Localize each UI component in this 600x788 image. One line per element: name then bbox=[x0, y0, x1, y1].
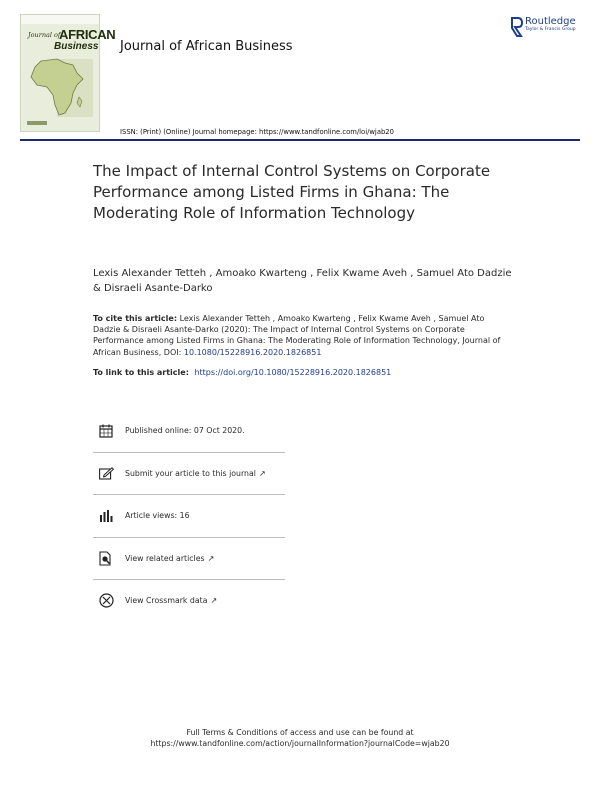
calendar-icon bbox=[93, 424, 121, 438]
crossmark-row[interactable] bbox=[93, 580, 285, 622]
article-info-list bbox=[93, 410, 285, 622]
cover-publisher-mark bbox=[27, 121, 47, 125]
publisher-logo[interactable] bbox=[509, 16, 576, 38]
article-authors: Lexis Alexander Tetteh , Amoako Kwarteng , Felix Kwame Aveh , Samuel Ato Dadzie & Disraeli Asante-Darko bbox=[93, 268, 512, 294]
issn-label: ISSN: (Print) (Online) Journal homepage: bbox=[120, 128, 257, 136]
bar-chart-icon bbox=[93, 510, 121, 522]
routledge-logo-icon bbox=[509, 16, 523, 38]
cite-label: To cite this article: bbox=[93, 314, 178, 323]
related-articles-row[interactable] bbox=[93, 538, 285, 581]
citation-block bbox=[93, 313, 513, 358]
publisher-name: Routledge bbox=[525, 16, 576, 27]
article-title: The Impact of Internal Control Systems on Corporate Performance among Listed Firms in Ghana: The Moderating Role of Information Technology bbox=[93, 162, 491, 222]
cover-band bbox=[21, 15, 99, 24]
edit-pencil-icon bbox=[93, 467, 121, 480]
article-views-row bbox=[93, 495, 285, 538]
document-search-icon bbox=[93, 551, 121, 566]
crossmark-link[interactable]: View Crossmark data bbox=[125, 596, 208, 606]
journal-homepage-link[interactable]: https://www.tandfonline.com/loi/wjab20 bbox=[259, 128, 394, 136]
link-label: To link to this article: bbox=[93, 368, 189, 377]
footer-terms-text: Full Terms & Conditions of access and use can be found at bbox=[186, 728, 414, 737]
cover-title-line1: Journal of bbox=[28, 31, 61, 39]
cite-text: Lexis Alexander Tetteh , Amoako Kwarteng , Felix Kwame Aveh , Samuel Ato Dadzie & Disraeli Asante-Darko (2020): The Impact of Internal Control Systems on Corporate Performance among Listed Firms in Ghana: The Moderating Role of Information Technology, Journal of African Business, DOI: bbox=[93, 314, 501, 357]
cite-doi-link[interactable]: 10.1080/15228916.2020.1826851 bbox=[183, 347, 322, 357]
cover-title-line3: Business bbox=[54, 41, 99, 52]
external-link-icon: ↗ bbox=[207, 553, 215, 563]
cover-title-line2: AFRICAN bbox=[59, 27, 116, 42]
related-articles-link[interactable]: View related articles bbox=[125, 553, 205, 563]
submit-article-link[interactable]: Submit your article to this journal bbox=[125, 468, 256, 478]
terms-footer bbox=[0, 727, 600, 749]
external-link-icon: ↗ bbox=[210, 596, 218, 606]
published-date: Published online: 07 Oct 2020. bbox=[125, 426, 245, 436]
journal-name[interactable]: Journal of African Business bbox=[120, 39, 293, 54]
published-row bbox=[93, 410, 285, 453]
article-views: Article views: 16 bbox=[125, 511, 190, 521]
article-link-line bbox=[93, 368, 391, 377]
footer-terms-link[interactable]: https://www.tandfonline.com/action/journalInformation?journalCode=wjab20 bbox=[150, 739, 450, 748]
crossmark-icon bbox=[93, 593, 121, 608]
header-divider bbox=[20, 139, 580, 141]
submit-article-row[interactable] bbox=[93, 453, 285, 496]
publisher-tagline: Taylor & Francis Group bbox=[525, 27, 576, 32]
article-doi-link[interactable]: https://doi.org/10.1080/15228916.2020.1826851 bbox=[194, 368, 392, 377]
issn-line bbox=[120, 128, 394, 136]
journal-cover bbox=[20, 14, 116, 132]
africa-map-icon bbox=[27, 57, 95, 119]
external-link-icon: ↗ bbox=[258, 468, 266, 478]
